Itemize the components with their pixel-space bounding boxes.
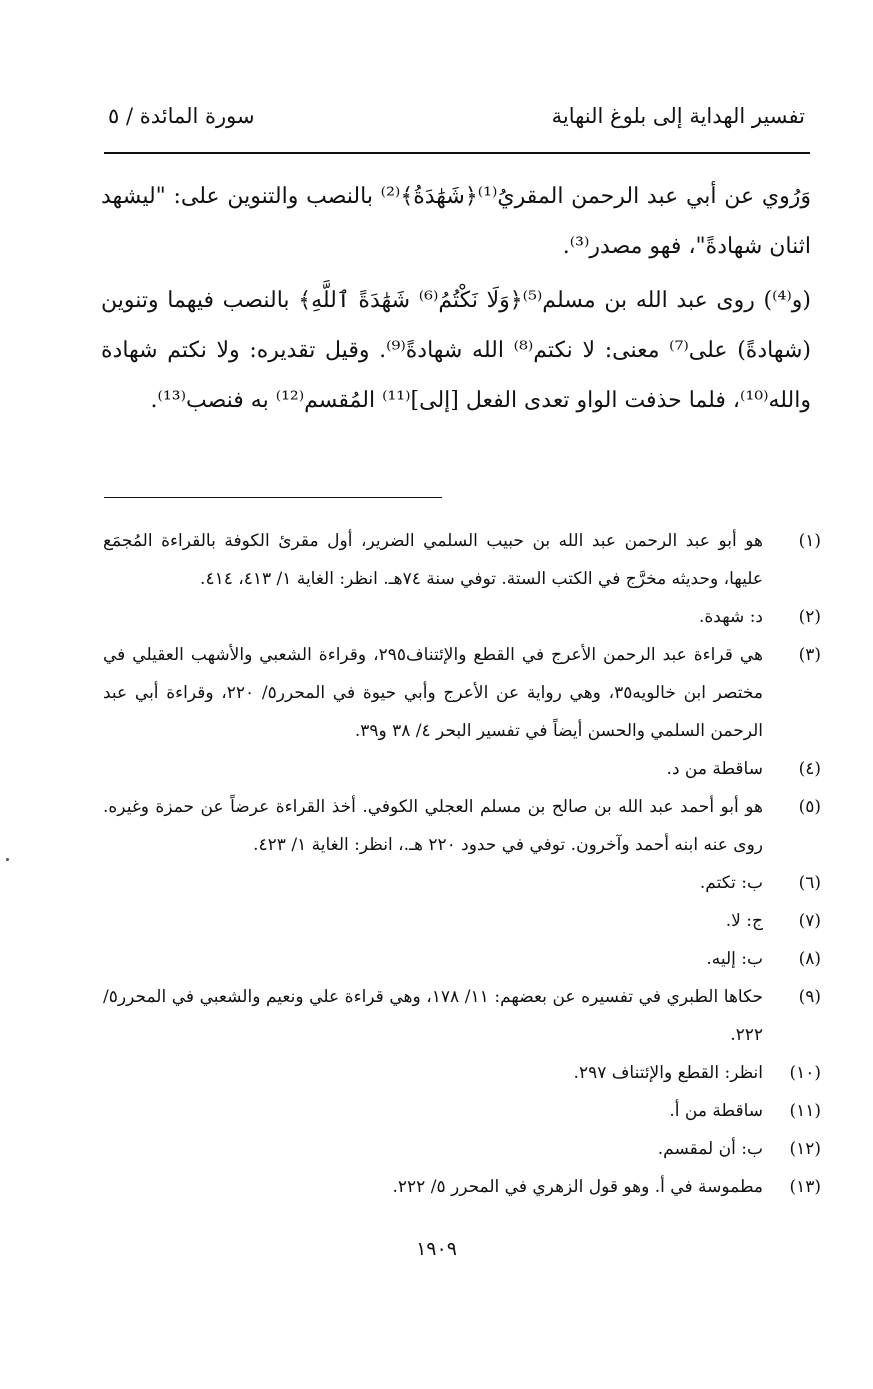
running-title: تفسير الهداية إلى بلوغ النهاية [551,104,805,128]
footnote-number: (٨) [798,949,821,969]
footnote-item [103,522,821,598]
footnote-number: (١١) [789,1101,821,1121]
footnote-item [103,1130,821,1168]
footnote-number: (٥) [798,797,821,817]
footnote-number: (١) [798,531,821,551]
footnote-number: (٢) [798,607,821,627]
footnote-item [103,636,821,750]
footnote-number: (١٠) [789,1063,821,1083]
footnote-text: د: شهدة. [698,607,763,627]
footnote-item [103,940,821,978]
margin-speck [6,858,9,861]
footnote-item [103,750,821,788]
surah-reference: سورة المائدة / ٥ [108,104,255,128]
footnote-text: ج: لا. [725,911,763,931]
footnote-item [103,598,821,636]
footnote-item [103,978,821,1054]
footnote-text: ساقطة من د. [666,759,763,779]
footnote-number: (١٢) [789,1139,821,1159]
footnote-text: حكاها الطبري في تفسيره عن بعضهم: ١١/ ١٧٨، وهي قراءة علي ونعيم والشعبي في المحرر٥/ ٢٢٢. [103,987,763,1045]
footnote-text: ساقطة من أ. [669,1101,763,1121]
footnote-number: (٦) [798,873,821,893]
footnote-text: انظر: القطع والإئتناف ٢٩٧. [573,1063,763,1083]
footnote-item [103,788,821,864]
page-number: ١٩٠٩ [416,1238,457,1260]
footnote-item [103,864,821,902]
footnote-text: ب: إليه. [706,949,763,969]
footnote-number: (٧) [798,911,821,931]
footnote-number: (١٣) [789,1177,821,1197]
footnote-number: (٤) [798,759,821,779]
footnotes-list [103,522,821,1206]
footnote-item [103,902,821,940]
footnote-divider [104,497,442,498]
footnote-item [103,1054,821,1092]
footnote-item [103,1092,821,1130]
footnote-text: هو أبو عبد الرحمن عبد الله بن حبيب السلمي الضرير، أول مقرئ الكوفة بالقراءة المُجمَع عليها، وحديثه مخرَّج في الكتب الستة. توفي سنة ٧٤هـ. انظر: الغاية ١/ ٤١٣، ٤١٤. [103,531,763,589]
footnote-text: ب: أن لمقسم. [657,1139,763,1159]
footnote-text: هي قراءة عبد الرحمن الأعرج في القطع والإئتناف٢٩٥، وقراءة الشعبي والأشهب العقيلي في مختصر ابن خالويه٣٥، وهي رواية عن الأعرج وأبي حيوة في المحرر٥/ ٢٢٠، وقراءة أبي عبد الرحمن السلمي والحسن أيضاً في تفسير البحر ٤/ ٣٨ و٣٩. [103,645,764,741]
footnote-text: مطموسة في أ. وهو قول الزهري في المحرر ٥/ ٢٢٢. [392,1177,763,1197]
footnote-number: (٣) [798,645,821,665]
body-paragraph-1: وَرُوي عن أبي عبد الرحمن المقريُ⁽¹⁾﴿شَهَٰدَةُ﴾⁽²⁾ بالنصب والتنوين على: "ليشهد اثنان شهادةً"، فهو مصدر⁽³⁾. [101,184,811,259]
footnote-number: (٩) [798,987,821,1007]
header-divider [104,152,810,154]
footnote-text: هو أبو أحمد عبد الله بن صالح بن مسلم العجلي الكوفي. أخذ القراءة عرضاً عن حمزة وغيره. روى عنه ابنه أحمد وآخرون. توفي في حدود ٢٢٠ هـ.، انظر: الغاية ١/ ٤٢٣. [103,797,763,855]
footnote-item [103,1168,821,1206]
footnote-text: ب: تكتم. [699,873,763,893]
body-paragraph-2: (و⁽⁴⁾) روى عبد الله بن مسلم⁽⁵⁾﴿وَلَا نَكْتُمُ⁽⁶⁾ شَهَٰدَةً ٱللَّهِ﴾ بالنصب فيهما وتنوين (شهادةً) على⁽⁷⁾ معنى: لا نكتم⁽⁸⁾ الله شهادةً⁽⁹⁾. وقيل تقديره: ولا نكتم شهادة والله⁽¹⁰⁾، فلما حذفت الواو تعدى الفعل [إلى]⁽¹¹⁾ المُقسم⁽¹²⁾ به فنصب⁽¹³⁾. [101,288,811,413]
